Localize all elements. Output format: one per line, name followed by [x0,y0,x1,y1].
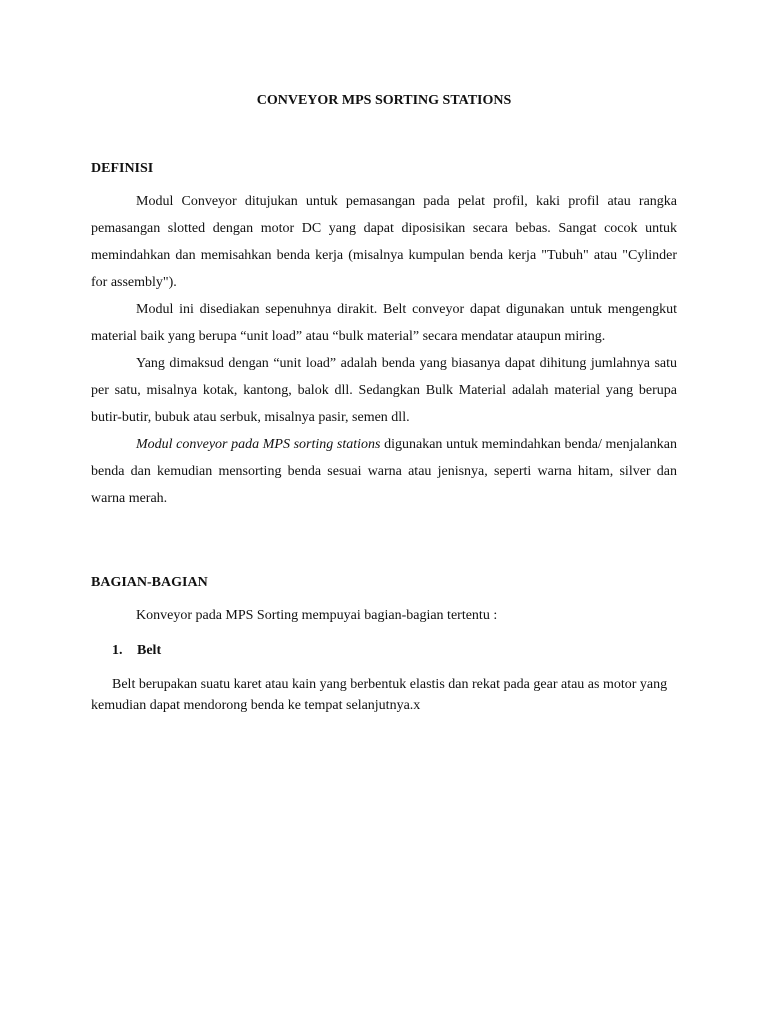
paragraph: Modul Conveyor ditujukan untuk pemasangan pada pelat profil, kaki profil atau rangka pemasangan slotted dengan motor DC yang dapat diposisikan secara bebas. Sangat cocok untuk memindahkan dan memisahkan benda kerja (misalnya kumpulan benda kerja "Tubuh" atau "Cylinder for assembly"). [91,194,677,290]
section-heading-definisi: DEFINISI [91,161,154,176]
bagian-intro: Konveyor pada MPS Sorting mempuyai bagian-bagian tertentu : [136,608,498,623]
list-item-belt [112,643,161,659]
paragraph-text: digunakan untuk memindahkan benda/ menjalankan benda dan kemudian mensorting benda sesuai warna atau jenisnya, seperti warna hitam, silver dan warna merah. [91,437,678,506]
section-heading-bagian: BAGIAN-BAGIAN [91,575,208,590]
list-number: 1. [112,643,123,658]
paragraph: Yang dimaksud dengan “unit load” adalah benda yang biasanya dapat dihitung jumlahnya satu per satu, misalnya kotak, kantong, balok dll. Sedangkan Bulk Material adalah material yang berupa butir-butir, bubuk atau serbuk, misalnya pasir, semen dll. [91,356,677,425]
definisi-body [91,188,677,512]
paragraph [91,431,677,512]
list-label: Belt [137,643,162,658]
paragraph: Modul ini disediakan sepenuhnya dirakit. Belt conveyor dapat digunakan untuk mengengkut material baik yang berupa “unit load” atau “bulk material” secara mendatar ataupun miring. [91,302,677,344]
document-title: CONVEYOR MPS SORTING STATIONS [256,93,512,108]
belt-description: Belt berupakan suatu karet atau kain yang berbentuk elastis dan rekat pada gear atau as motor yang kemudian dapat mendorong benda ke tempat selanjutnya.x [91,677,668,713]
italic-phrase: Modul conveyor pada MPS sorting stations [136,437,381,452]
